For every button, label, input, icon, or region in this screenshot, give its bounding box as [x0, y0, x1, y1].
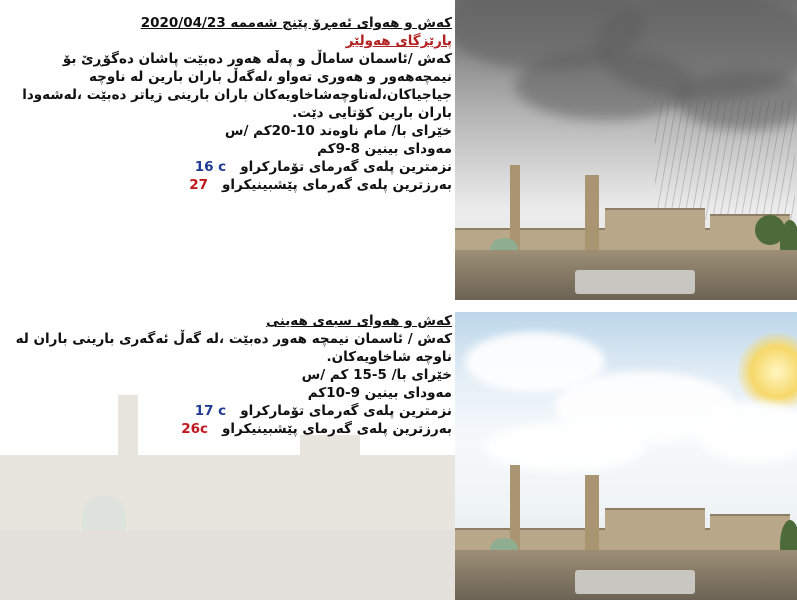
tomorrow-title: کەش و هەوای سبەی هەینی — [266, 313, 452, 329]
today-description-line: جیاجیاکان،لەناوچەشاخاویەکان باران بارینی زیاتر دەبێت ،لەشەودا — [22, 87, 452, 103]
today-description-line: کەش /ئاسمان ساماڵ و پەڵە هەور دەبێت پاشان دەگۆڕێ بۆ — [62, 51, 452, 67]
region-name: پارێزگای هەولێر — [345, 33, 452, 49]
tomorrow-forecast — [12, 312, 452, 438]
today-max-temp — [12, 176, 452, 194]
today-max-label: بەرزترین پلەی گەرمای پێشبینیکراو — [222, 177, 452, 193]
tomorrow-description-line: کەش / ئاسمان نیمچە هەور دەبێت ،لە گەڵ ئەگەری بارینی باران لە — [15, 331, 452, 347]
tomorrow-visibility: مەودای بینین 9-10کم — [307, 385, 452, 401]
today-forecast — [12, 14, 452, 194]
today-visibility: مەودای بینین 8-9کم — [317, 141, 452, 157]
today-description-line: باران بارین کۆتایی دێت. — [292, 105, 452, 121]
today-wind: خێرای با/ مام ناوەند 10-20کم /س — [224, 123, 452, 139]
today-description-line: نیمچەهەور و هەوری تەواو ،لەگەڵ باران بارین لە ناوچە — [88, 69, 452, 85]
tomorrow-min-temp — [12, 402, 452, 420]
today-min-label: نزمترین پلەی گەرمای تۆمارکراو — [240, 159, 452, 175]
tomorrow-max-label: بەرزترین پلەی گەرمای پێشبینیکراو — [222, 421, 452, 437]
today-title: کەش و هەوای ئەمڕۆ پێنج شەممە 2020/04/23 — [140, 15, 452, 31]
tomorrow-min-label: نزمترین پلەی گەرمای تۆمارکراو — [240, 403, 452, 419]
rainy-sky-photo — [455, 0, 797, 300]
tomorrow-min-value: 17 c — [194, 403, 227, 419]
today-max-value: 27 — [189, 177, 209, 193]
tomorrow-max-value: 26c — [181, 421, 209, 437]
tomorrow-wind: خێرای با/ 5-15 کم /س — [301, 367, 452, 383]
tomorrow-description-line: ناوچە شاخاویەکان. — [326, 349, 452, 365]
tomorrow-max-temp — [12, 420, 452, 438]
today-min-value: 16 c — [194, 159, 227, 175]
partly-cloudy-sky-photo — [455, 312, 797, 600]
today-min-temp — [12, 158, 452, 176]
